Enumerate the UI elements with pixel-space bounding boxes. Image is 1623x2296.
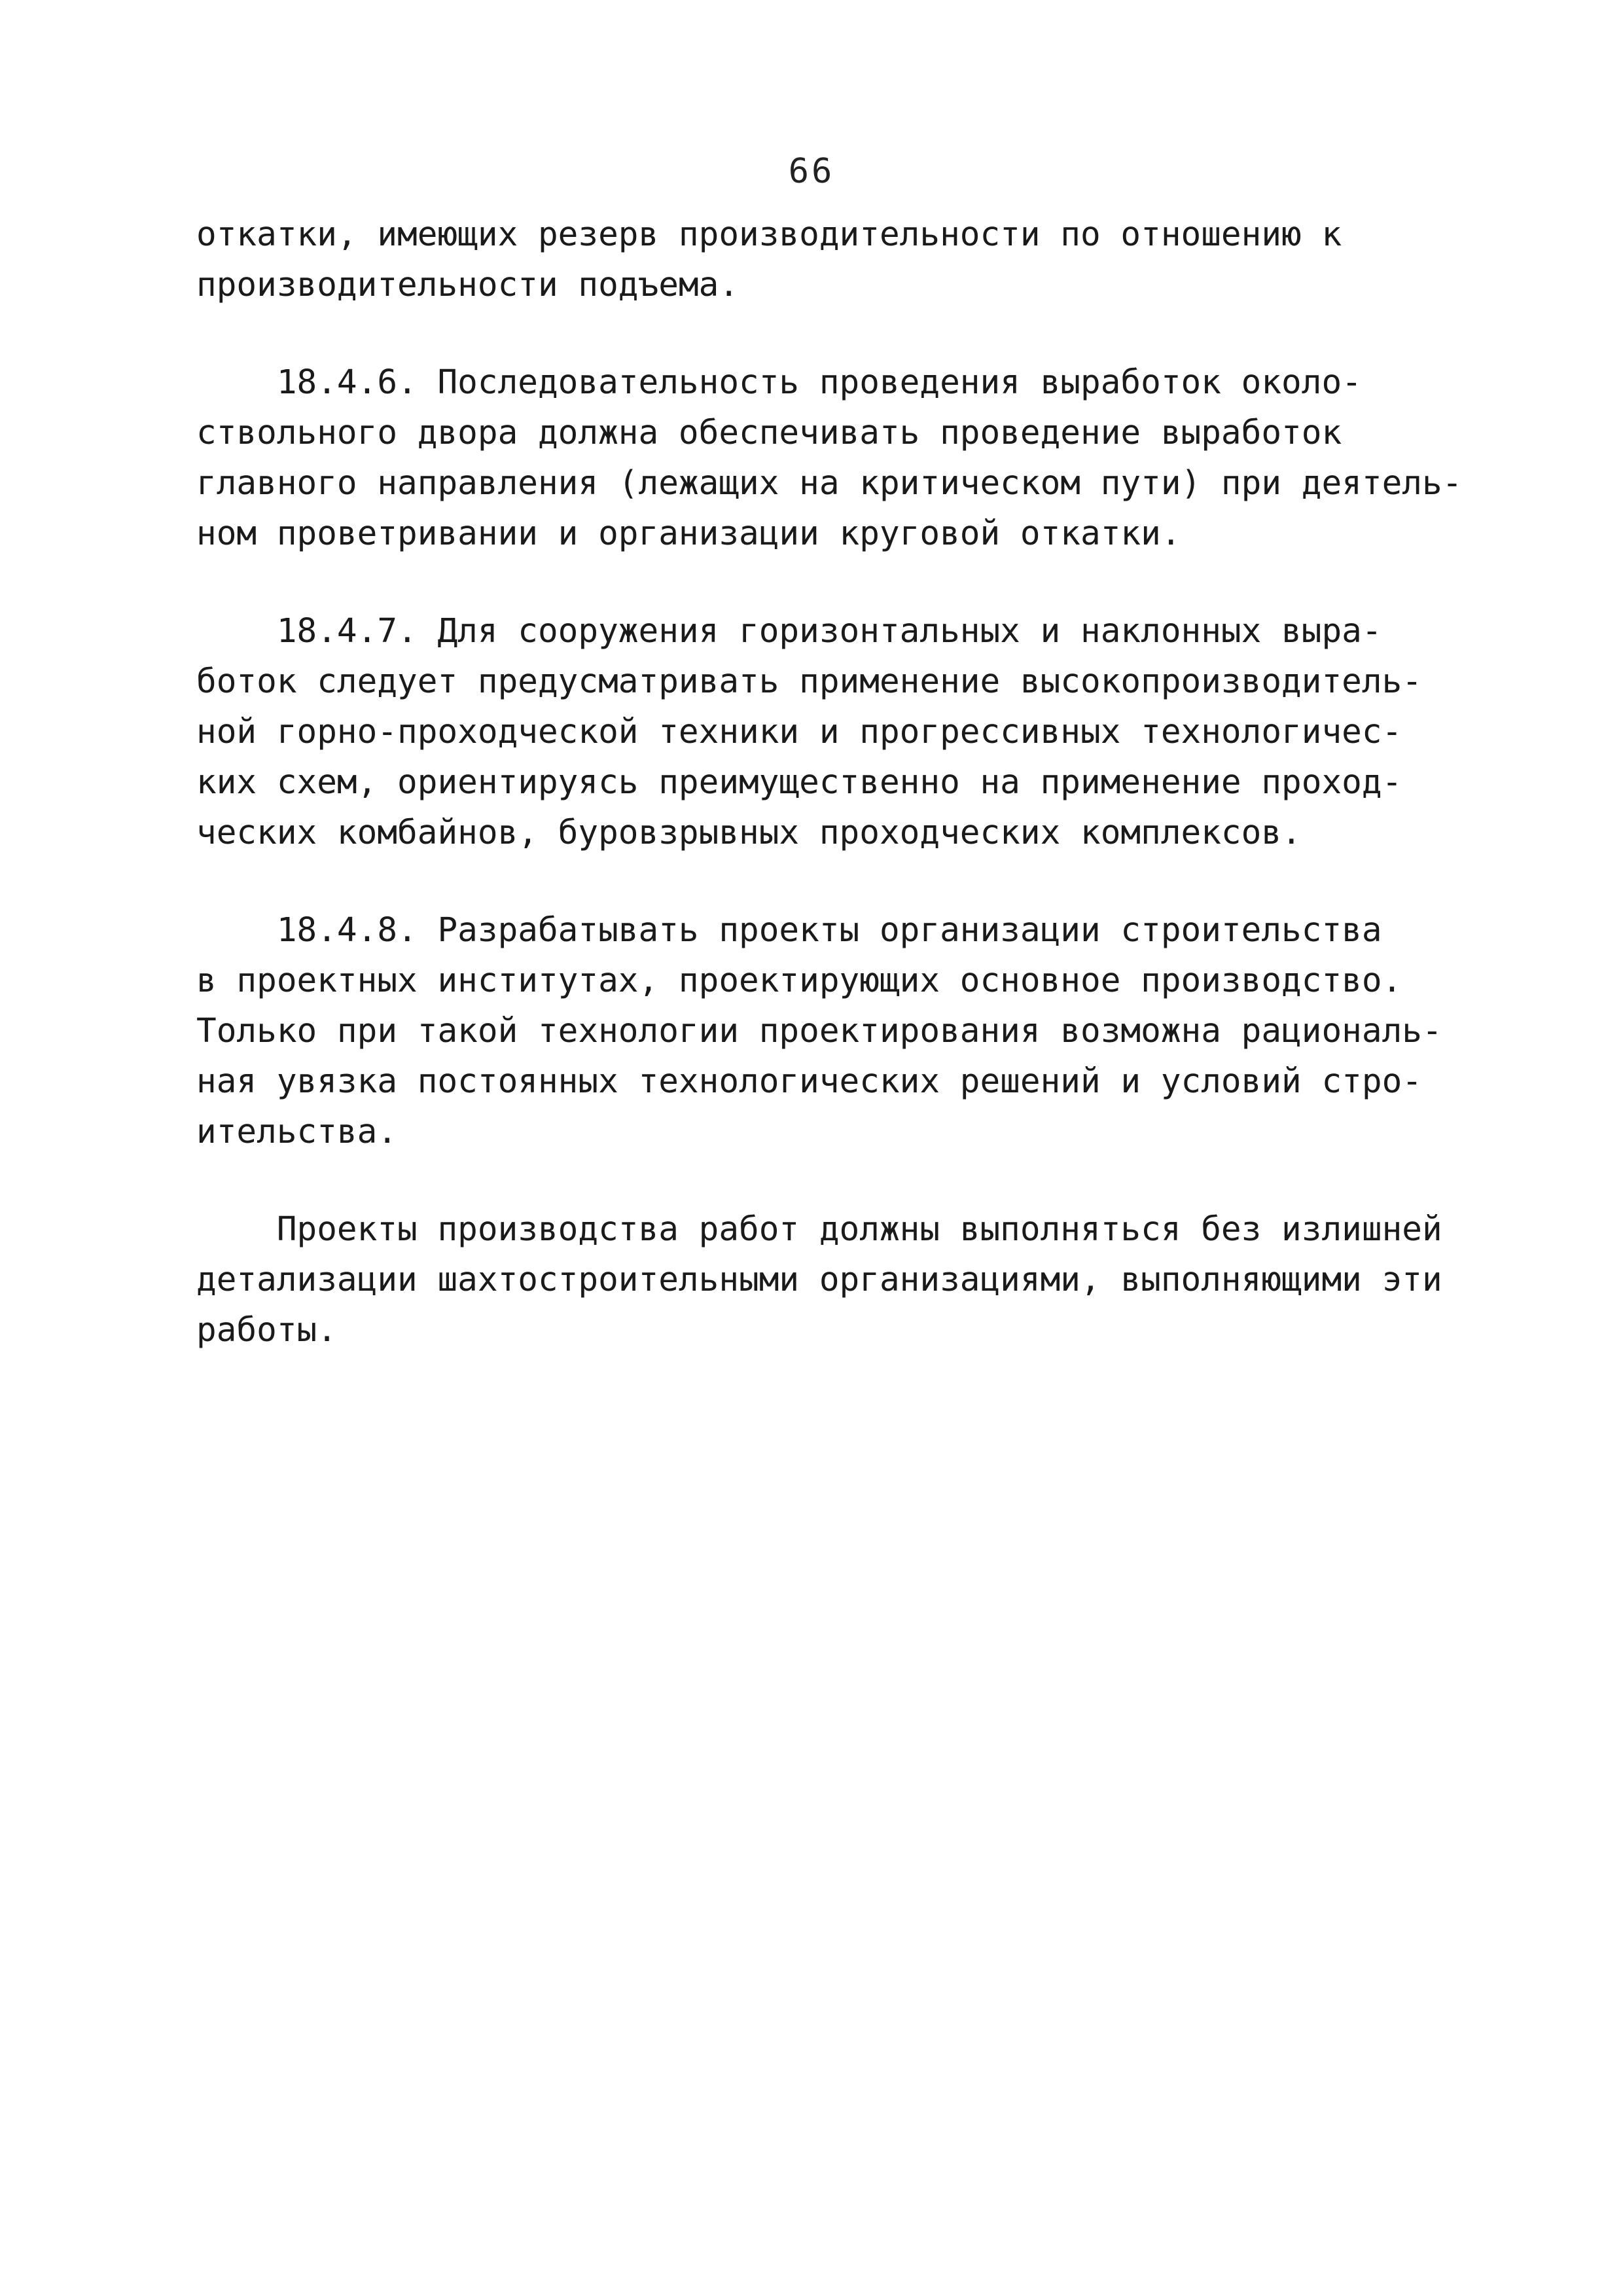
text-line: ная увязка постоянных технологических решений и условий стро- [196, 1062, 1422, 1101]
paragraph-work-projects [196, 1204, 1492, 1355]
text-line: в проектных институтах, проектирующих основное производство. [196, 961, 1402, 1000]
paragraph-18-4-6 [196, 357, 1492, 559]
text-line: 18.4.8. Разрабатывать проекты организации строительства [196, 911, 1382, 950]
text-line: откатки, имеющих резерв производительности по отношению к [196, 215, 1342, 254]
paragraph-continuation [196, 209, 1492, 310]
text-line: Только при такой технологии проектирования возможна рациональ- [196, 1012, 1442, 1050]
text-line: главного направления (лежащих на критическом пути) при деятель- [196, 464, 1463, 503]
document-body [196, 209, 1492, 1403]
text-line: ческих комбайнов, буровзрывных проходческих комплексов. [196, 814, 1302, 852]
paragraph-18-4-8 [196, 905, 1492, 1157]
text-line: производительности подъема. [196, 266, 740, 304]
text-line: боток следует предусматривать применение высокопроизводитель- [196, 662, 1422, 701]
text-line: 18.4.6. Последовательность проведения выработок около- [196, 363, 1362, 402]
text-line: ствольного двора должна обеспечивать проведение выработок [196, 414, 1342, 452]
page-number: 66 [788, 152, 835, 191]
text-line: ких схем, ориентируясь преимущественно на применение проход- [196, 763, 1402, 802]
text-line: детализации шахтостроительными организациями, выполняющими эти [196, 1261, 1442, 1299]
text-line: работы. [196, 1311, 337, 1350]
text-line: 18.4.7. Для сооружения горизонтальных и наклонных выра- [196, 612, 1382, 651]
text-line: ительства. [196, 1113, 398, 1151]
text-line: Проекты производства работ должны выполняться без излишней [196, 1210, 1442, 1249]
paragraph-18-4-7 [196, 606, 1492, 858]
text-line: ной горно-проходческой техники и прогрессивных технологичес- [196, 713, 1402, 751]
text-line: ном проветривании и организации круговой откатки. [196, 514, 1181, 553]
